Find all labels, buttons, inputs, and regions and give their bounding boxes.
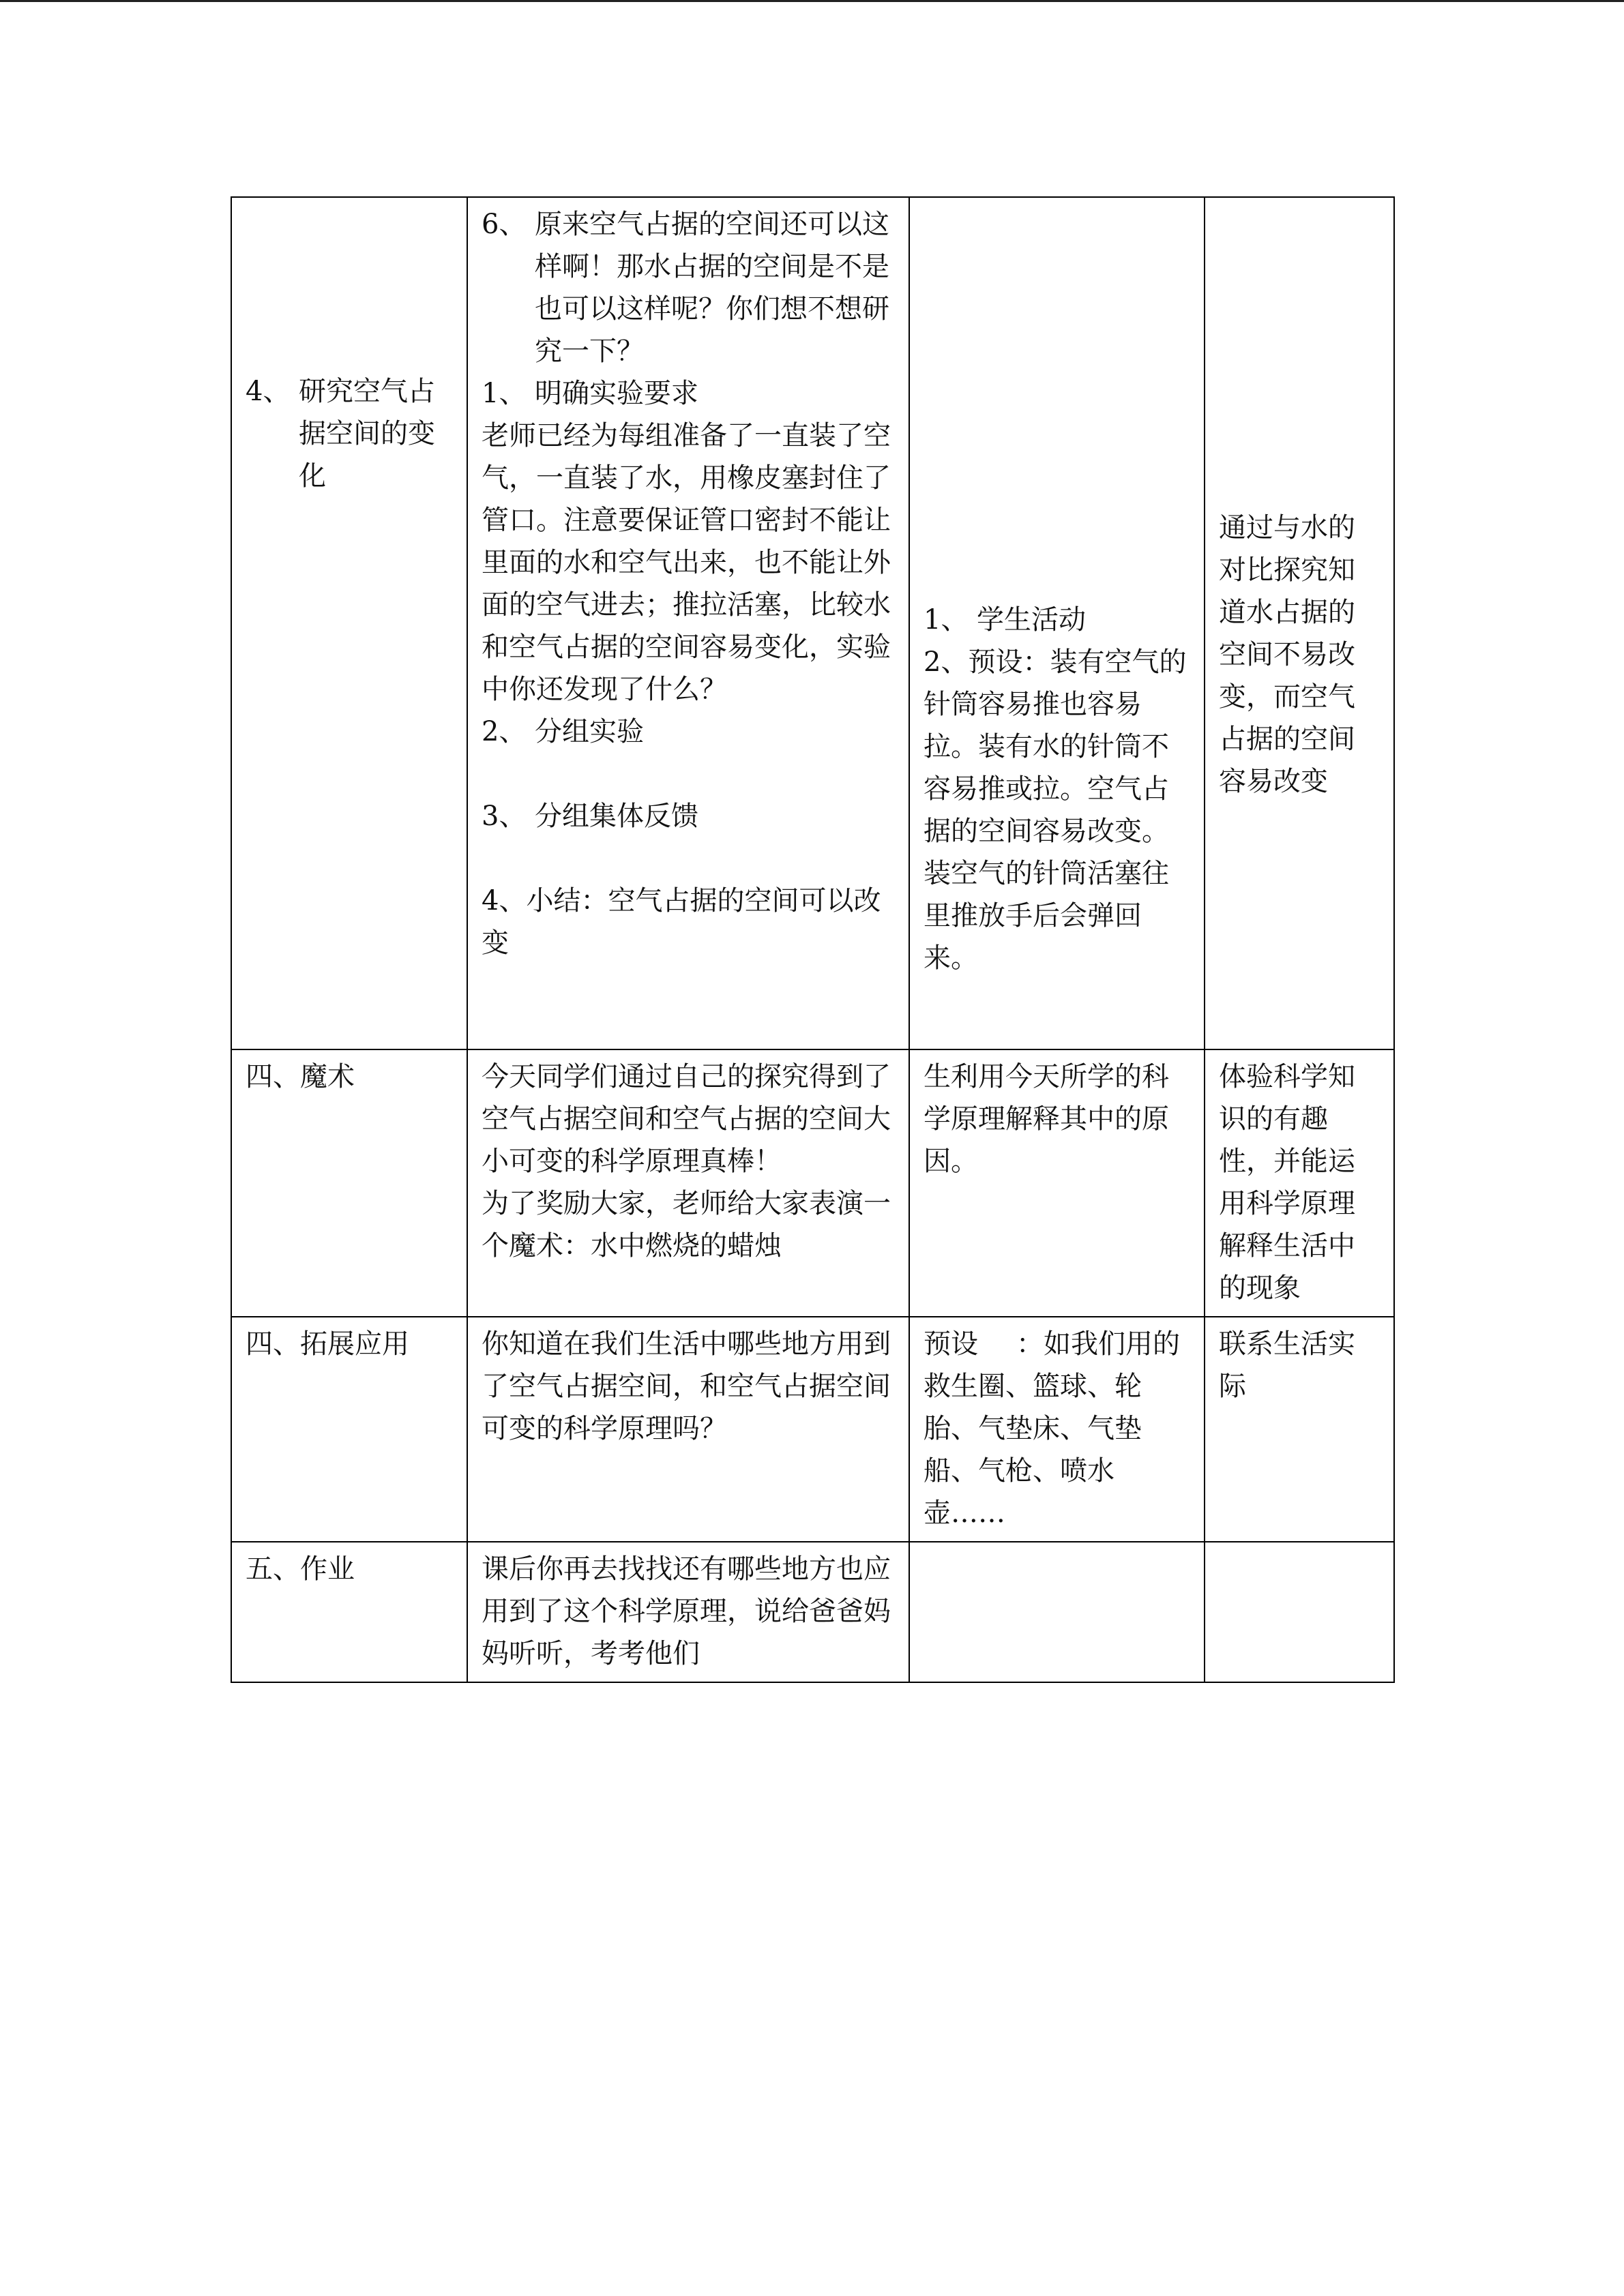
spacer: [482, 837, 895, 880]
teacher-text-praise: 今天同学们通过自己的探究得到了空气占据空间和空气占据的空间大小可变的科学原理真棒！: [482, 1061, 891, 1177]
lesson-plan-table: [231, 196, 1395, 1683]
teacher-text-magic: 为了奖励大家，老师给大家表演一个魔术：水中燃烧的蜡烛: [482, 1188, 891, 1262]
step-3: [482, 795, 895, 837]
spacer: [482, 753, 895, 795]
page-top-border: [0, 0, 1624, 2]
teacher-activity-cell: [467, 1049, 909, 1317]
student-activity-item: [924, 599, 1190, 641]
stage-cell: [231, 1049, 467, 1317]
step-3-text: 分组集体反馈: [535, 801, 698, 832]
step-1: [482, 372, 895, 415]
design-intent-cell: [1205, 197, 1394, 1049]
step-1-number: 1、: [482, 378, 527, 409]
student-activity-cell: [909, 1049, 1205, 1317]
student-activity-number: 1、: [924, 604, 969, 636]
preset-answer: [924, 1323, 1190, 1534]
step-1-text: 明确实验要求: [535, 378, 698, 409]
table-row-extension: [231, 1317, 1394, 1542]
stage-item: [246, 370, 453, 497]
teacher-activity-cell: [467, 1542, 909, 1682]
design-intent-cell: [1205, 1049, 1394, 1317]
student-activity-text: 学生活动: [977, 604, 1086, 636]
stage-title: 五、作业: [246, 1553, 355, 1585]
step-2-number: 2、: [482, 716, 527, 747]
design-intent-text: 体验科学知识的有趣性，并能运用科学原理解释生活中的现象: [1219, 1061, 1355, 1304]
stage-title: 研究空气占据空间的变化: [299, 376, 435, 492]
student-activity-text: 生利用今天所学的科学原理解释其中的原因。: [924, 1061, 1169, 1177]
table-row-air-space-change: [231, 197, 1394, 1049]
table-row-magic: [231, 1049, 1394, 1317]
stage-title: 四、拓展应用: [246, 1328, 409, 1360]
teacher-activity-cell: [467, 1317, 909, 1542]
step-2-text: 分组实验: [535, 716, 644, 747]
design-intent-text: 通过与水的对比探究知道水占据的空间不易改变，而空气占据的空间容易改变: [1219, 512, 1355, 797]
design-intent-cell: [1205, 1542, 1394, 1682]
question-6-number: 6、: [482, 209, 527, 240]
homework-text: 课后你再去找找还有哪些地方也应用到了这个科学原理，说给爸爸妈妈听听，考考他们: [482, 1553, 891, 1669]
summary: 4、小结：空气占据的空间可以改变: [482, 885, 881, 959]
preset-text: ：如我们用的救生圈、篮球、轮胎、气垫床、气垫船、气枪、喷水壶……: [924, 1328, 1180, 1529]
stage-cell: [231, 1317, 467, 1542]
question-6-text: 原来空气占据的空间还可以这样啊！那水占据的空间是不是也可以这样呢？你们想不想研究一下？: [535, 209, 889, 367]
student-activity-cell: [909, 1317, 1205, 1542]
question-6: [482, 203, 895, 372]
teacher-question: 你知道在我们生活中哪些地方用到了空气占据空间，和空气占据空间可变的科学原理吗？: [482, 1328, 891, 1444]
preset-label: 预设: [924, 1328, 978, 1360]
preset-answer: 2、预设：装有空气的针筒容易推也容易拉。装有水的针筒不容易推或拉。空气占据的空间容易改变。装空气的针筒活塞往里推放手后会弹回来。: [924, 646, 1187, 974]
design-intent-text: 联系生活实际: [1219, 1328, 1355, 1402]
step-3-number: 3、: [482, 801, 527, 832]
student-activity-cell: [909, 197, 1205, 1049]
stage-cell: [231, 1542, 467, 1682]
stage-cell: [231, 197, 467, 1049]
design-intent-cell: [1205, 1317, 1394, 1542]
table-row-homework: [231, 1542, 1394, 1682]
student-activity-cell: [909, 1542, 1205, 1682]
experiment-requirements: 老师已经为每组准备了一直装了空气，一直装了水，用橡皮塞封住了管口。注意要保证管口密封不能让里面的水和空气出来，也不能让外面的空气进去；推拉活塞，比较水和空气占据的空间容易变化，实验中你还发现了什么？: [482, 420, 891, 705]
stage-title: 四、魔术: [246, 1061, 355, 1092]
stage-number: 4、: [246, 376, 291, 407]
step-2: [482, 711, 895, 753]
teacher-activity-cell: [467, 197, 909, 1049]
